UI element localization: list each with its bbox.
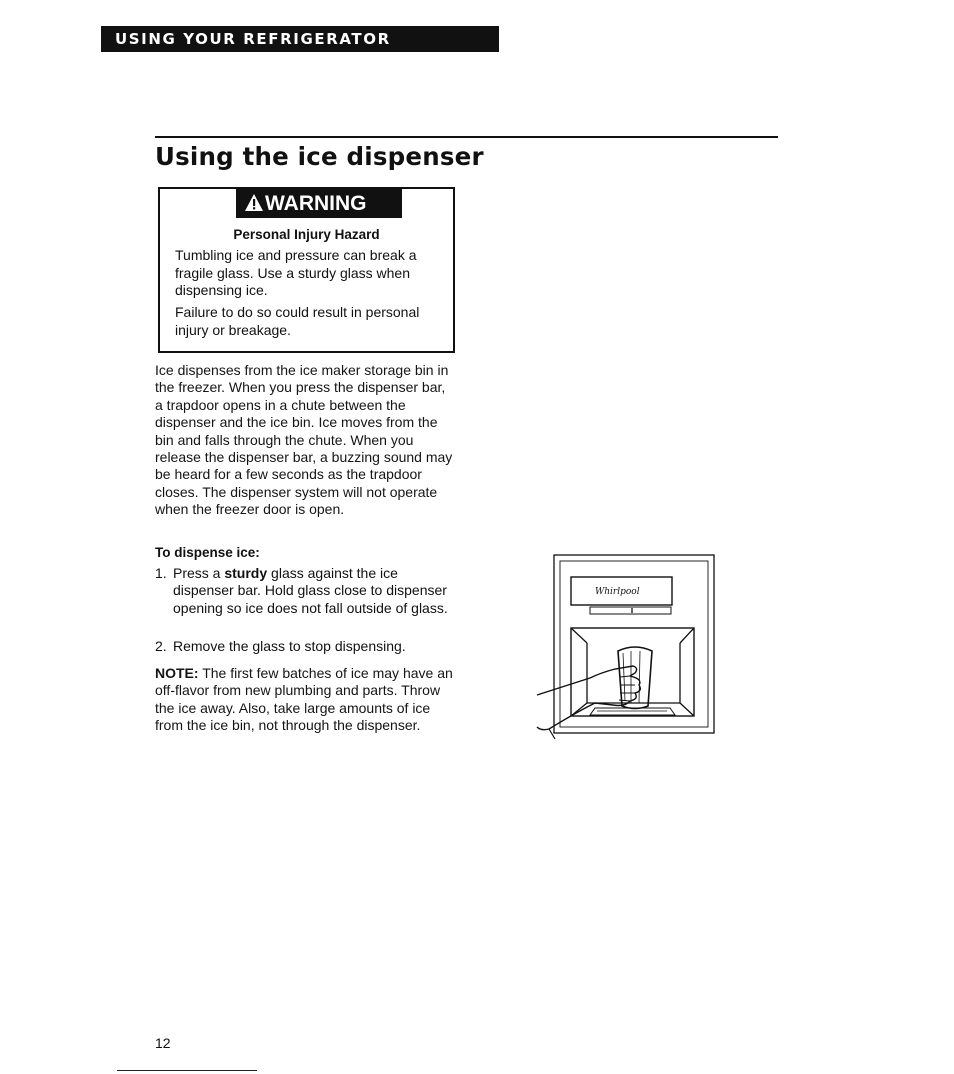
intro-paragraph: Ice dispenses from the ice maker storage bin in the freezer. When you press the dispenser bar, a trapdoor opens in a chute between the dispenser and the ice bin. Ice moves from the bin and falls through the chute. When you release the dispenser bar, a buzzing sound may be heard for a few seconds as the trapdoor closes. The dispenser system will not operate when the freezer door is open.	[155, 362, 453, 518]
note-text: The first few batches of ice may have an off-flavor from new plumbing and parts. Throw the ice away. Also, take large amounts of ice from the ice bin, not through the dispenser.	[155, 665, 453, 734]
warning-label: WARNING	[265, 192, 367, 215]
list-item	[155, 638, 455, 655]
step-number: 1.	[155, 565, 167, 581]
brand-logo: Whirlpool	[595, 587, 640, 597]
page-title: Using the ice dispenser	[155, 142, 484, 171]
title-rule	[155, 136, 778, 138]
list-item	[155, 565, 455, 617]
note-paragraph	[155, 665, 455, 735]
warning-paragraph: Failure to do so could result in personal injury or breakage.	[175, 304, 420, 338]
step-text: Press a sturdy glass against the ice dispenser bar. Hold glass close to dispenser opening so ice does not fall outside of glass.	[173, 565, 448, 616]
page-number: 12	[155, 1035, 171, 1051]
step-number: 2.	[155, 638, 167, 654]
warning-box	[158, 187, 455, 353]
section-banner: USING YOUR REFRIGERATOR	[101, 26, 499, 52]
warning-triangle-icon	[244, 193, 264, 212]
dispense-subheading: To dispense ice:	[155, 545, 260, 560]
warning-header	[236, 189, 402, 218]
note-label: NOTE:	[155, 665, 199, 681]
step-text: Remove the glass to stop dispensing.	[173, 638, 406, 654]
warning-paragraph: Tumbling ice and pressure can break a fragile glass. Use a sturdy glass when dispensing ice.	[175, 247, 417, 298]
ice-dispenser-illustration	[535, 553, 717, 741]
footer-rule	[117, 1070, 257, 1071]
step-emphasis: sturdy	[224, 565, 268, 581]
warning-hazard-title: Personal Injury Hazard	[233, 227, 380, 242]
